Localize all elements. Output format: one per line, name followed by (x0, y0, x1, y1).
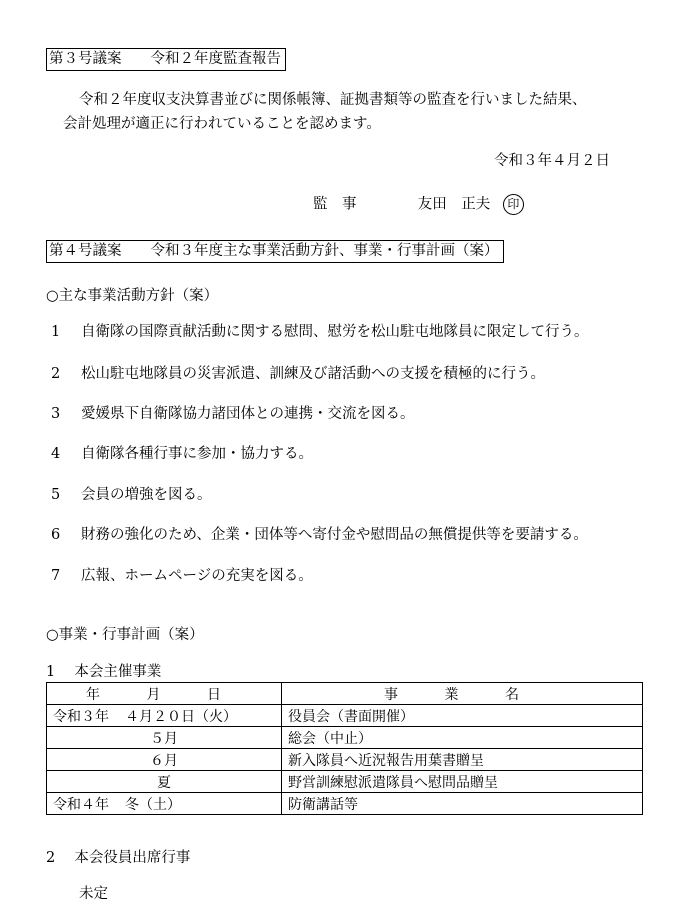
agenda3-date: 令和３年４月２日 (494, 153, 610, 169)
event-name: 防衛講話等 (282, 793, 643, 815)
seal-stamp: 印 (503, 194, 524, 215)
table-row (47, 771, 643, 793)
policy-text: 財務の強化のため、企業・団体等へ寄付金や慰問品の無償提供等を要請する。 (81, 527, 588, 543)
agenda3-body-line1: 令和２年度収支決算書並びに関係帳簿、証拠書類等の監査を行いました結果、 (79, 92, 587, 108)
policy-number: 4 (51, 446, 61, 462)
policy-item (51, 526, 588, 544)
event-date-detail: ５月 (150, 730, 178, 747)
event-name: 新入隊員へ近況報告用葉書贈呈 (282, 749, 643, 771)
policy-item (51, 567, 313, 585)
policy-text: 松山駐屯地隊員の災害派遣、訓練及び諸活動への支援を積極的に行う。 (81, 366, 545, 382)
policy-number: 1 (51, 324, 61, 340)
policy-text: 会員の増強を図る。 (81, 487, 212, 503)
policy-number: 7 (51, 568, 61, 584)
policy-text: 自衛隊各種行事に参加・協力する。 (81, 446, 313, 462)
policy-text: 愛媛県下自衛隊協力諸団体との連携・交流を図る。 (81, 406, 415, 422)
section1-title: 1 本会主催事業 (46, 664, 162, 680)
auditor-signature (313, 194, 524, 215)
policy-item (51, 365, 545, 383)
events-table (46, 682, 643, 815)
event-date-detail: 冬（土） (125, 796, 181, 813)
event-date-detail: ４月２０日（火） (125, 708, 237, 725)
section2-title: 2 本会役員出席行事 (46, 850, 191, 866)
policy-item (51, 445, 313, 463)
column-header-event: 事 業 名 (282, 683, 643, 705)
policy-item (51, 486, 212, 504)
policy-item (51, 405, 415, 423)
event-date (47, 771, 282, 793)
column-header-date: 年 月 日 (47, 683, 282, 705)
policy-heading: ○主な事業活動方針（案） (46, 288, 219, 304)
policy-number: 6 (51, 527, 61, 543)
policy-item (51, 323, 589, 341)
event-name: 役員会（書面開催） (282, 705, 643, 727)
event-name: 野営訓練慰派遣隊員へ慰問品贈呈 (282, 771, 643, 793)
section2-body: 未定 (79, 886, 108, 902)
auditor-name: 友田 正夫 (417, 196, 491, 213)
event-date-year: 令和３年 (53, 708, 109, 725)
table-row (47, 749, 643, 771)
policy-number: 3 (51, 406, 61, 422)
policy-number: 5 (51, 487, 61, 503)
event-date (47, 749, 282, 771)
event-date (47, 727, 282, 749)
table-row (47, 705, 643, 727)
event-date-year: 令和４年 (53, 796, 109, 813)
policy-text: 広報、ホームページの充実を図る。 (81, 568, 313, 584)
table-row (47, 793, 643, 815)
event-date (47, 793, 282, 815)
auditor-role: 監 事 (313, 196, 357, 213)
table-row (47, 727, 643, 749)
agenda3-body-line2: 会計処理が適正に行われていることを認めます。 (63, 116, 381, 132)
event-date (47, 705, 282, 727)
policy-number: 2 (51, 366, 61, 382)
policy-text: 自衛隊の国際貢献活動に関する慰問、慰労を松山駐屯地隊員に限定して行う。 (81, 324, 589, 340)
event-date-detail: 夏 (157, 774, 171, 791)
plan-heading: ○事業・行事計画（案） (46, 627, 204, 643)
table-header-row (47, 683, 643, 705)
event-name: 総会（中止） (282, 727, 643, 749)
agenda4-title: 第４号議案 令和３年度主な事業活動方針、事業・行事計画（案） (46, 240, 504, 263)
event-date-detail: ６月 (150, 752, 178, 769)
agenda3-title: 第３号議案 令和２年度監査報告 (46, 48, 286, 71)
